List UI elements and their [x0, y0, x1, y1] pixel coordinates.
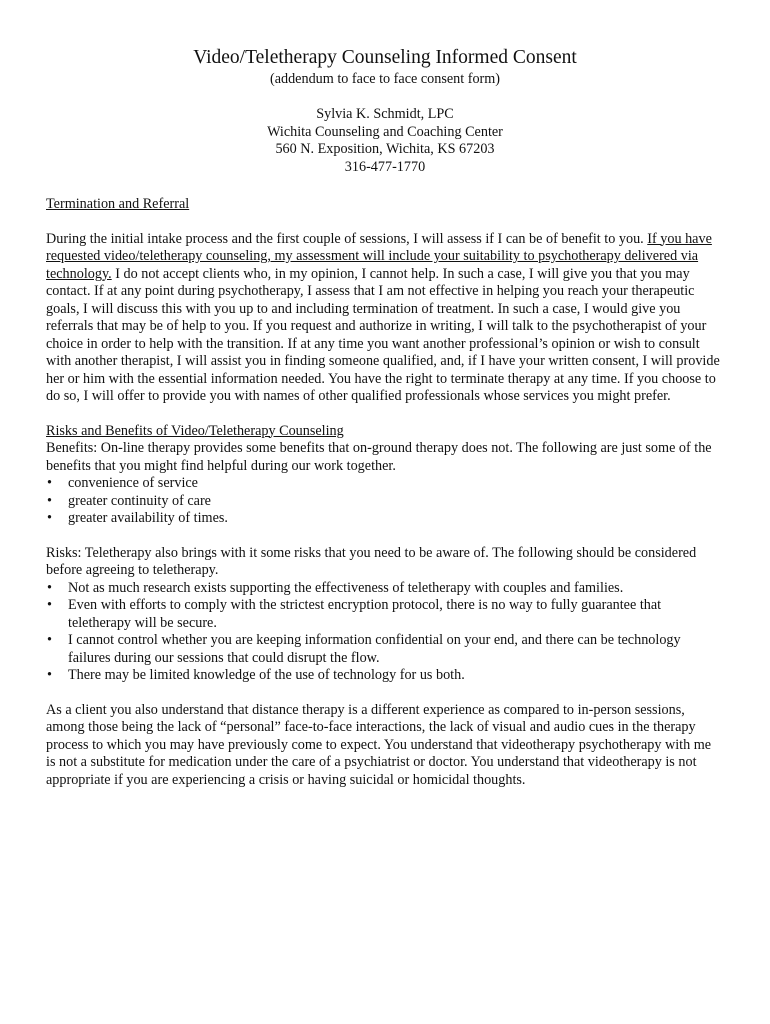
document-subtitle: (addendum to face to face consent form): [269, 71, 501, 87]
contact-block: [46, 106, 724, 176]
benefits-paragraph: Benefits: On-line therapy provides some benefits that on-ground therapy does not. The following are just some of the benefits that you might find helpful during our work together.: [46, 440, 712, 474]
termination-text-underlined: If you have requested video/teletherapy counseling, my assessment will include your suitability to psychotherapy delivered via technology.: [46, 230, 712, 282]
termination-text-end: I do not accept clients who, in my opinion, I cannot help. In such a case, I will give you that you may contact. If at any point during psychotherapy, I assess that I am not effective in helping you reach your therapeutic goals, I will discuss this with you up to and including termination of treatment. In such a case, I would give you referrals that may be of help to you. If you request and authorize in writing, I will talk to the psychotherapist of your choice in order to help with the transition. If at any time you want another professional’s opinion or wish to consult with another therapist, I will assist you in finding someone qualified, and, if I have your written consent, I will provide her or him with the essential information needed. You have the right to terminate therapy at any time. If you choose to do so, I will offer to provide you with names of other qualified professionals whose services you might prefer.: [46, 265, 720, 404]
organization-phone: 316-477-1770: [344, 158, 426, 175]
risks-benefits-heading: Risks and Benefits of Video/Teletherapy Counseling: [46, 422, 344, 439]
risks-list: [46, 580, 724, 685]
benefits-list: [46, 475, 724, 528]
list-item: • Even with efforts to comply with the strictest encryption protocol, there is no way to fully guarantee that teletherapy will be secure.: [46, 597, 724, 632]
list-item: • I cannot control whether you are keeping information confidential on your end, and there can be technology failures during our sessions that could disrupt the flow.: [46, 632, 724, 667]
closing-paragraph: As a client you also understand that distance therapy is a different experience as compared to in-person sessions, among those being the lack of “personal” face-to-face interactions, the lack of visual and audio cues in the therapy process to which you may have previously come to expect. You understand that videotherapy psychotherapy with me is not a substitute for medication under the care of a psychiatrist or doctor. You understand that videotherapy is not appropriate if you are experiencing a crisis or having suicidal or homicidal thoughts.: [46, 701, 712, 788]
termination-heading: Termination and Referral: [46, 196, 190, 212]
risks-paragraph: Risks: Teletherapy also brings with it some risks that you need to be aware of. The following should be considered before agreeing to teletherapy.: [46, 544, 697, 578]
list-item: • greater availability of times.: [46, 510, 724, 528]
list-item: • There may be limited knowledge of the use of technology for us both.: [46, 667, 724, 685]
termination-paragraph: [46, 231, 724, 406]
counselor-name: Sylvia K. Schmidt, LPC: [316, 106, 454, 122]
list-item: • convenience of service: [46, 475, 724, 493]
document-title: Video/Teletherapy Counseling Informed Consent: [193, 47, 577, 68]
list-item: • greater continuity of care: [46, 493, 724, 511]
termination-text-start: During the initial intake process and the first couple of sessions, I will assess if I can be of benefit to you.: [46, 230, 648, 247]
organization-name: Wichita Counseling and Coaching Center: [267, 123, 503, 140]
document-header: [46, 46, 724, 176]
organization-address: 560 N. Exposition, Wichita, KS 67203: [275, 141, 495, 157]
list-item: • Not as much research exists supporting the effectiveness of teletherapy with couples and families.: [46, 580, 724, 598]
